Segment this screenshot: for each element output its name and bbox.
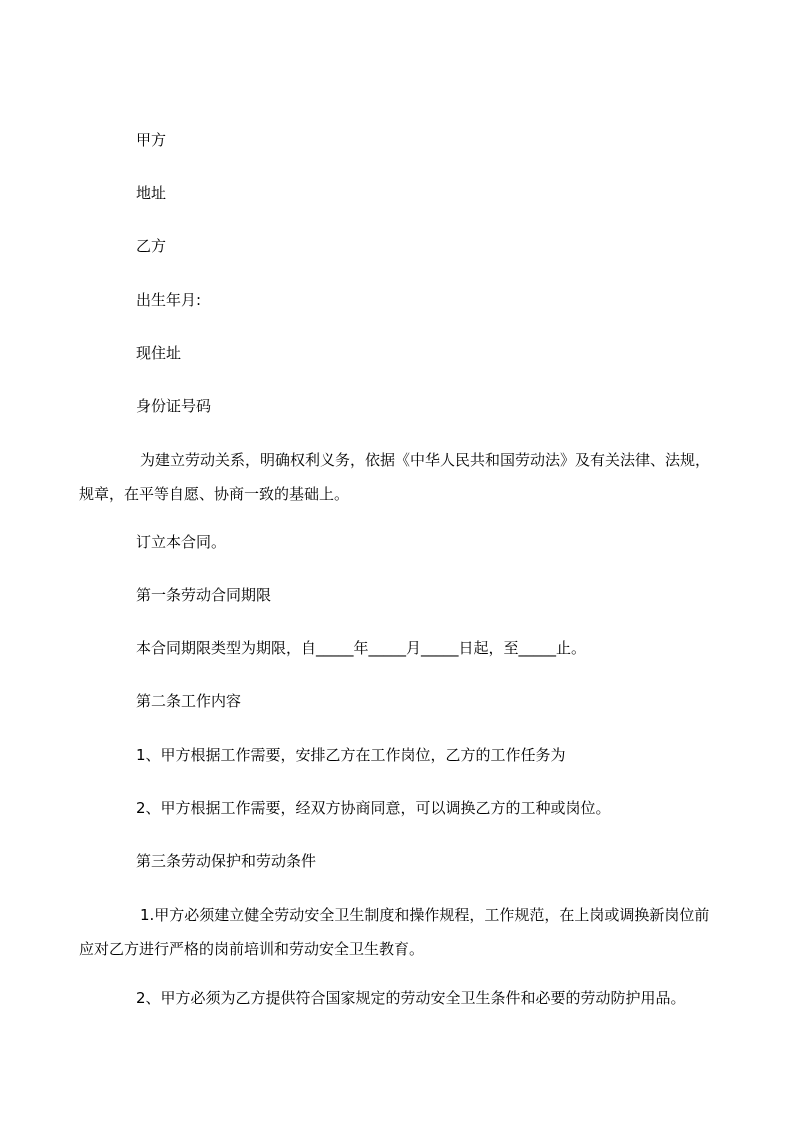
labor-protection-clause-2: 2、甲方必须为乙方提供符合国家规定的劳动安全卫生条件和必要的劳动防护用品。 — [136, 989, 686, 1007]
party-a-label: 甲方 — [136, 131, 167, 149]
article-3-heading: 第三条劳动保护和劳动条件 — [136, 852, 317, 870]
article-1-heading: 第一条劳动合同期限 — [136, 586, 272, 604]
labor-protection-clause-1: 1.甲方必须建立健全劳动安全卫生制度和操作规程，工作规范，在上岗或调换新岗位前应对乙方进行严格的岗前培训和劳动安全卫生教育。 — [79, 906, 710, 958]
id-number-label: 身份证号码 — [136, 397, 212, 415]
current-address-label: 现住址 — [136, 344, 182, 362]
article-2-heading: 第二条工作内容 — [136, 692, 242, 710]
birth-date-label: 出生年月: — [136, 291, 202, 309]
contract-term-clause: 本合同期限类型为期限，自_____年_____月_____日起，至_____止。 — [136, 639, 587, 657]
conclusion-line: 订立本合同。 — [136, 533, 227, 551]
work-content-clause-2: 2、甲方根据工作需要，经双方协商同意，可以调换乙方的工种或岗位。 — [136, 799, 611, 817]
preamble-paragraph: 为建立劳动关系，明确权利义务，依据《中华人民共和国劳动法》及有关法律、法规，规章，在平等自愿、协商一致的基础上。 — [79, 451, 711, 503]
work-content-clause-1: 1、甲方根据工作需要，安排乙方在工作岗位，乙方的工作任务为 — [136, 746, 566, 764]
address-label: 地址 — [136, 184, 167, 202]
party-b-label: 乙方 — [136, 237, 167, 255]
